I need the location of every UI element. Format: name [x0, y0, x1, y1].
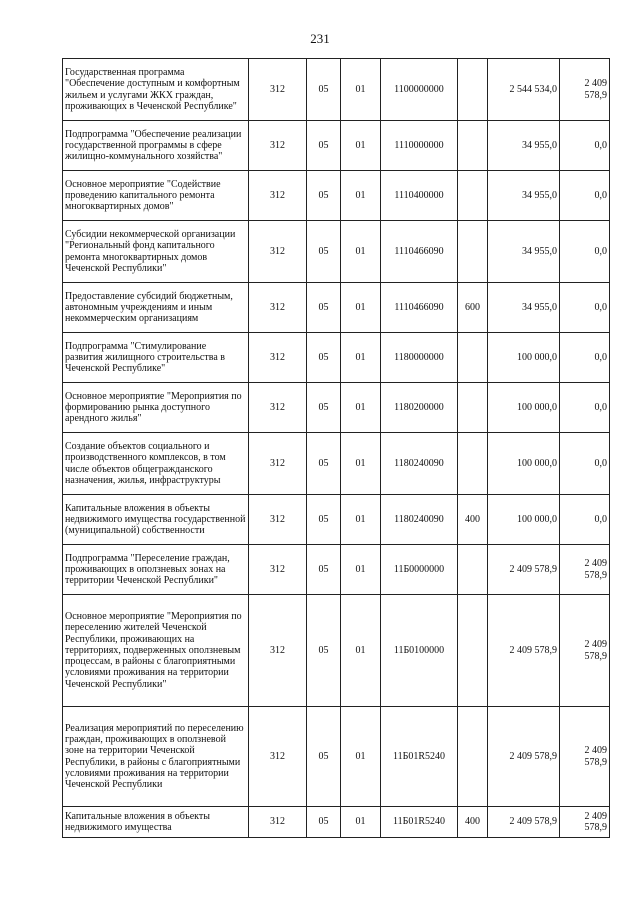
expense-type: 600 [458, 283, 488, 333]
table-row [63, 383, 610, 433]
amount-year-1: 100 000,0 [488, 383, 560, 433]
ministry-code: 312 [249, 171, 307, 221]
page-number: 231 [310, 31, 330, 46]
row-name: Капитальные вложения в объекты недвижимого имущества [63, 807, 249, 838]
amount-year-2: 0,0 [560, 171, 610, 221]
section-code: 05 [307, 333, 341, 383]
amount-year-1: 2 409 578,9 [488, 807, 560, 838]
subsection-code: 01 [341, 545, 381, 595]
target-article: 1110000000 [381, 121, 458, 171]
ministry-code: 312 [249, 283, 307, 333]
target-article: 1110466090 [381, 221, 458, 283]
ministry-code: 312 [249, 495, 307, 545]
amount-year-2: 0,0 [560, 495, 610, 545]
subsection-code: 01 [341, 495, 381, 545]
expense-type [458, 333, 488, 383]
amount-year-2: 0,0 [560, 221, 610, 283]
row-name: Предоставление субсидий бюджетным, автономным учреждениям и иным некоммерческим организациям [63, 283, 249, 333]
amount-year-1: 34 955,0 [488, 221, 560, 283]
ministry-code: 312 [249, 333, 307, 383]
ministry-code: 312 [249, 59, 307, 121]
amount-year-2: 0,0 [560, 333, 610, 383]
expense-type [458, 595, 488, 707]
ministry-code: 312 [249, 807, 307, 838]
section-code: 05 [307, 707, 341, 807]
target-article: 1180240090 [381, 495, 458, 545]
target-article: 1110400000 [381, 171, 458, 221]
table-row [63, 807, 610, 838]
section-code: 05 [307, 383, 341, 433]
target-article: 1180000000 [381, 333, 458, 383]
row-name: Создание объектов социального и производственного комплексов, в том числе объектов общегражданского назначения, жилья, инфраструктуры [63, 433, 249, 495]
subsection-code: 01 [341, 121, 381, 171]
target-article: 11Б0100000 [381, 595, 458, 707]
table-row [63, 433, 610, 495]
expense-type: 400 [458, 807, 488, 838]
amount-year-1: 100 000,0 [488, 495, 560, 545]
amount-year-2: 0,0 [560, 383, 610, 433]
subsection-code: 01 [341, 383, 381, 433]
subsection-code: 01 [341, 283, 381, 333]
expense-type [458, 707, 488, 807]
row-name: Основное мероприятие "Мероприятия по формированию рынка доступного арендного жилья" [63, 383, 249, 433]
amount-year-2: 2 409 578,9 [560, 707, 610, 807]
table-row [63, 59, 610, 121]
row-name: Реализация мероприятий по переселению граждан, проживающих в оползневой зоне на территории Чеченской Республики, в районы с благоприятными условиями проживания на территории Чеченской Республики [63, 707, 249, 807]
subsection-code: 01 [341, 707, 381, 807]
ministry-code: 312 [249, 595, 307, 707]
ministry-code: 312 [249, 383, 307, 433]
amount-year-1: 100 000,0 [488, 433, 560, 495]
budget-table [62, 58, 610, 838]
section-code: 05 [307, 121, 341, 171]
amount-year-2: 0,0 [560, 283, 610, 333]
expense-type [458, 383, 488, 433]
target-article: 1100000000 [381, 59, 458, 121]
section-code: 05 [307, 221, 341, 283]
section-code: 05 [307, 495, 341, 545]
subsection-code: 01 [341, 221, 381, 283]
table-row [63, 595, 610, 707]
target-article: 11Б01R5240 [381, 807, 458, 838]
table-row [63, 171, 610, 221]
amount-year-2: 0,0 [560, 121, 610, 171]
row-name: Подпрограмма "Обеспечение реализации государственной программы в сфере жилищно-коммунального хозяйства" [63, 121, 249, 171]
ministry-code: 312 [249, 433, 307, 495]
amount-year-2: 2 409 578,9 [560, 807, 610, 838]
amount-year-2: 2 409 578,9 [560, 59, 610, 121]
subsection-code: 01 [341, 433, 381, 495]
table-row [63, 121, 610, 171]
expense-type [458, 545, 488, 595]
table-row [63, 545, 610, 595]
section-code: 05 [307, 545, 341, 595]
table-body [63, 59, 610, 838]
table-row [63, 283, 610, 333]
amount-year-1: 34 955,0 [488, 121, 560, 171]
expense-type [458, 59, 488, 121]
amount-year-1: 34 955,0 [488, 283, 560, 333]
ministry-code: 312 [249, 121, 307, 171]
expense-type: 400 [458, 495, 488, 545]
row-name: Основное мероприятие "Мероприятия по переселению жителей Чеченской Республики, проживающих на территориях, подверженных оползневым процессам, в районы с благоприятными условиями проживания на территории Чеченской Республики" [63, 595, 249, 707]
ministry-code: 312 [249, 221, 307, 283]
table-row [63, 707, 610, 807]
row-name: Государственная программа "Обеспечение доступным и комфортным жильем и услугами ЖКХ граждан, проживающих в Чеченской Республике" [63, 59, 249, 121]
amount-year-1: 2 409 578,9 [488, 595, 560, 707]
subsection-code: 01 [341, 171, 381, 221]
row-name: Основное мероприятие "Содействие проведению капитального ремонта многоквартирных домов" [63, 171, 249, 221]
ministry-code: 312 [249, 707, 307, 807]
target-article: 11Б01R5240 [381, 707, 458, 807]
amount-year-1: 100 000,0 [488, 333, 560, 383]
row-name: Субсидии некоммерческой организации "Региональный фонд капитального ремонта многоквартирных домов Чеченской Республики" [63, 221, 249, 283]
table-row [63, 495, 610, 545]
subsection-code: 01 [341, 595, 381, 707]
section-code: 05 [307, 283, 341, 333]
amount-year-2: 2 409 578,9 [560, 595, 610, 707]
amount-year-1: 34 955,0 [488, 171, 560, 221]
section-code: 05 [307, 807, 341, 838]
section-code: 05 [307, 171, 341, 221]
ministry-code: 312 [249, 545, 307, 595]
amount-year-2: 0,0 [560, 433, 610, 495]
section-code: 05 [307, 59, 341, 121]
row-name: Капитальные вложения в объекты недвижимого имущества государственной (муниципальной) собственности [63, 495, 249, 545]
target-article: 1180200000 [381, 383, 458, 433]
amount-year-2: 2 409 578,9 [560, 545, 610, 595]
row-name: Подпрограмма "Переселение граждан, проживающих в оползневых зонах на территории Чеченской Республики" [63, 545, 249, 595]
expense-type [458, 121, 488, 171]
amount-year-1: 2 544 534,0 [488, 59, 560, 121]
target-article: 1180240090 [381, 433, 458, 495]
target-article: 1110466090 [381, 283, 458, 333]
target-article: 11Б0000000 [381, 545, 458, 595]
amount-year-1: 2 409 578,9 [488, 545, 560, 595]
section-code: 05 [307, 433, 341, 495]
subsection-code: 01 [341, 807, 381, 838]
table-row [63, 221, 610, 283]
amount-year-1: 2 409 578,9 [488, 707, 560, 807]
section-code: 05 [307, 595, 341, 707]
table-row [63, 333, 610, 383]
expense-type [458, 171, 488, 221]
expense-type [458, 433, 488, 495]
row-name: Подпрограмма "Стимулирование развития жилищного строительства в Чеченской Республике" [63, 333, 249, 383]
subsection-code: 01 [341, 59, 381, 121]
expense-type [458, 221, 488, 283]
subsection-code: 01 [341, 333, 381, 383]
